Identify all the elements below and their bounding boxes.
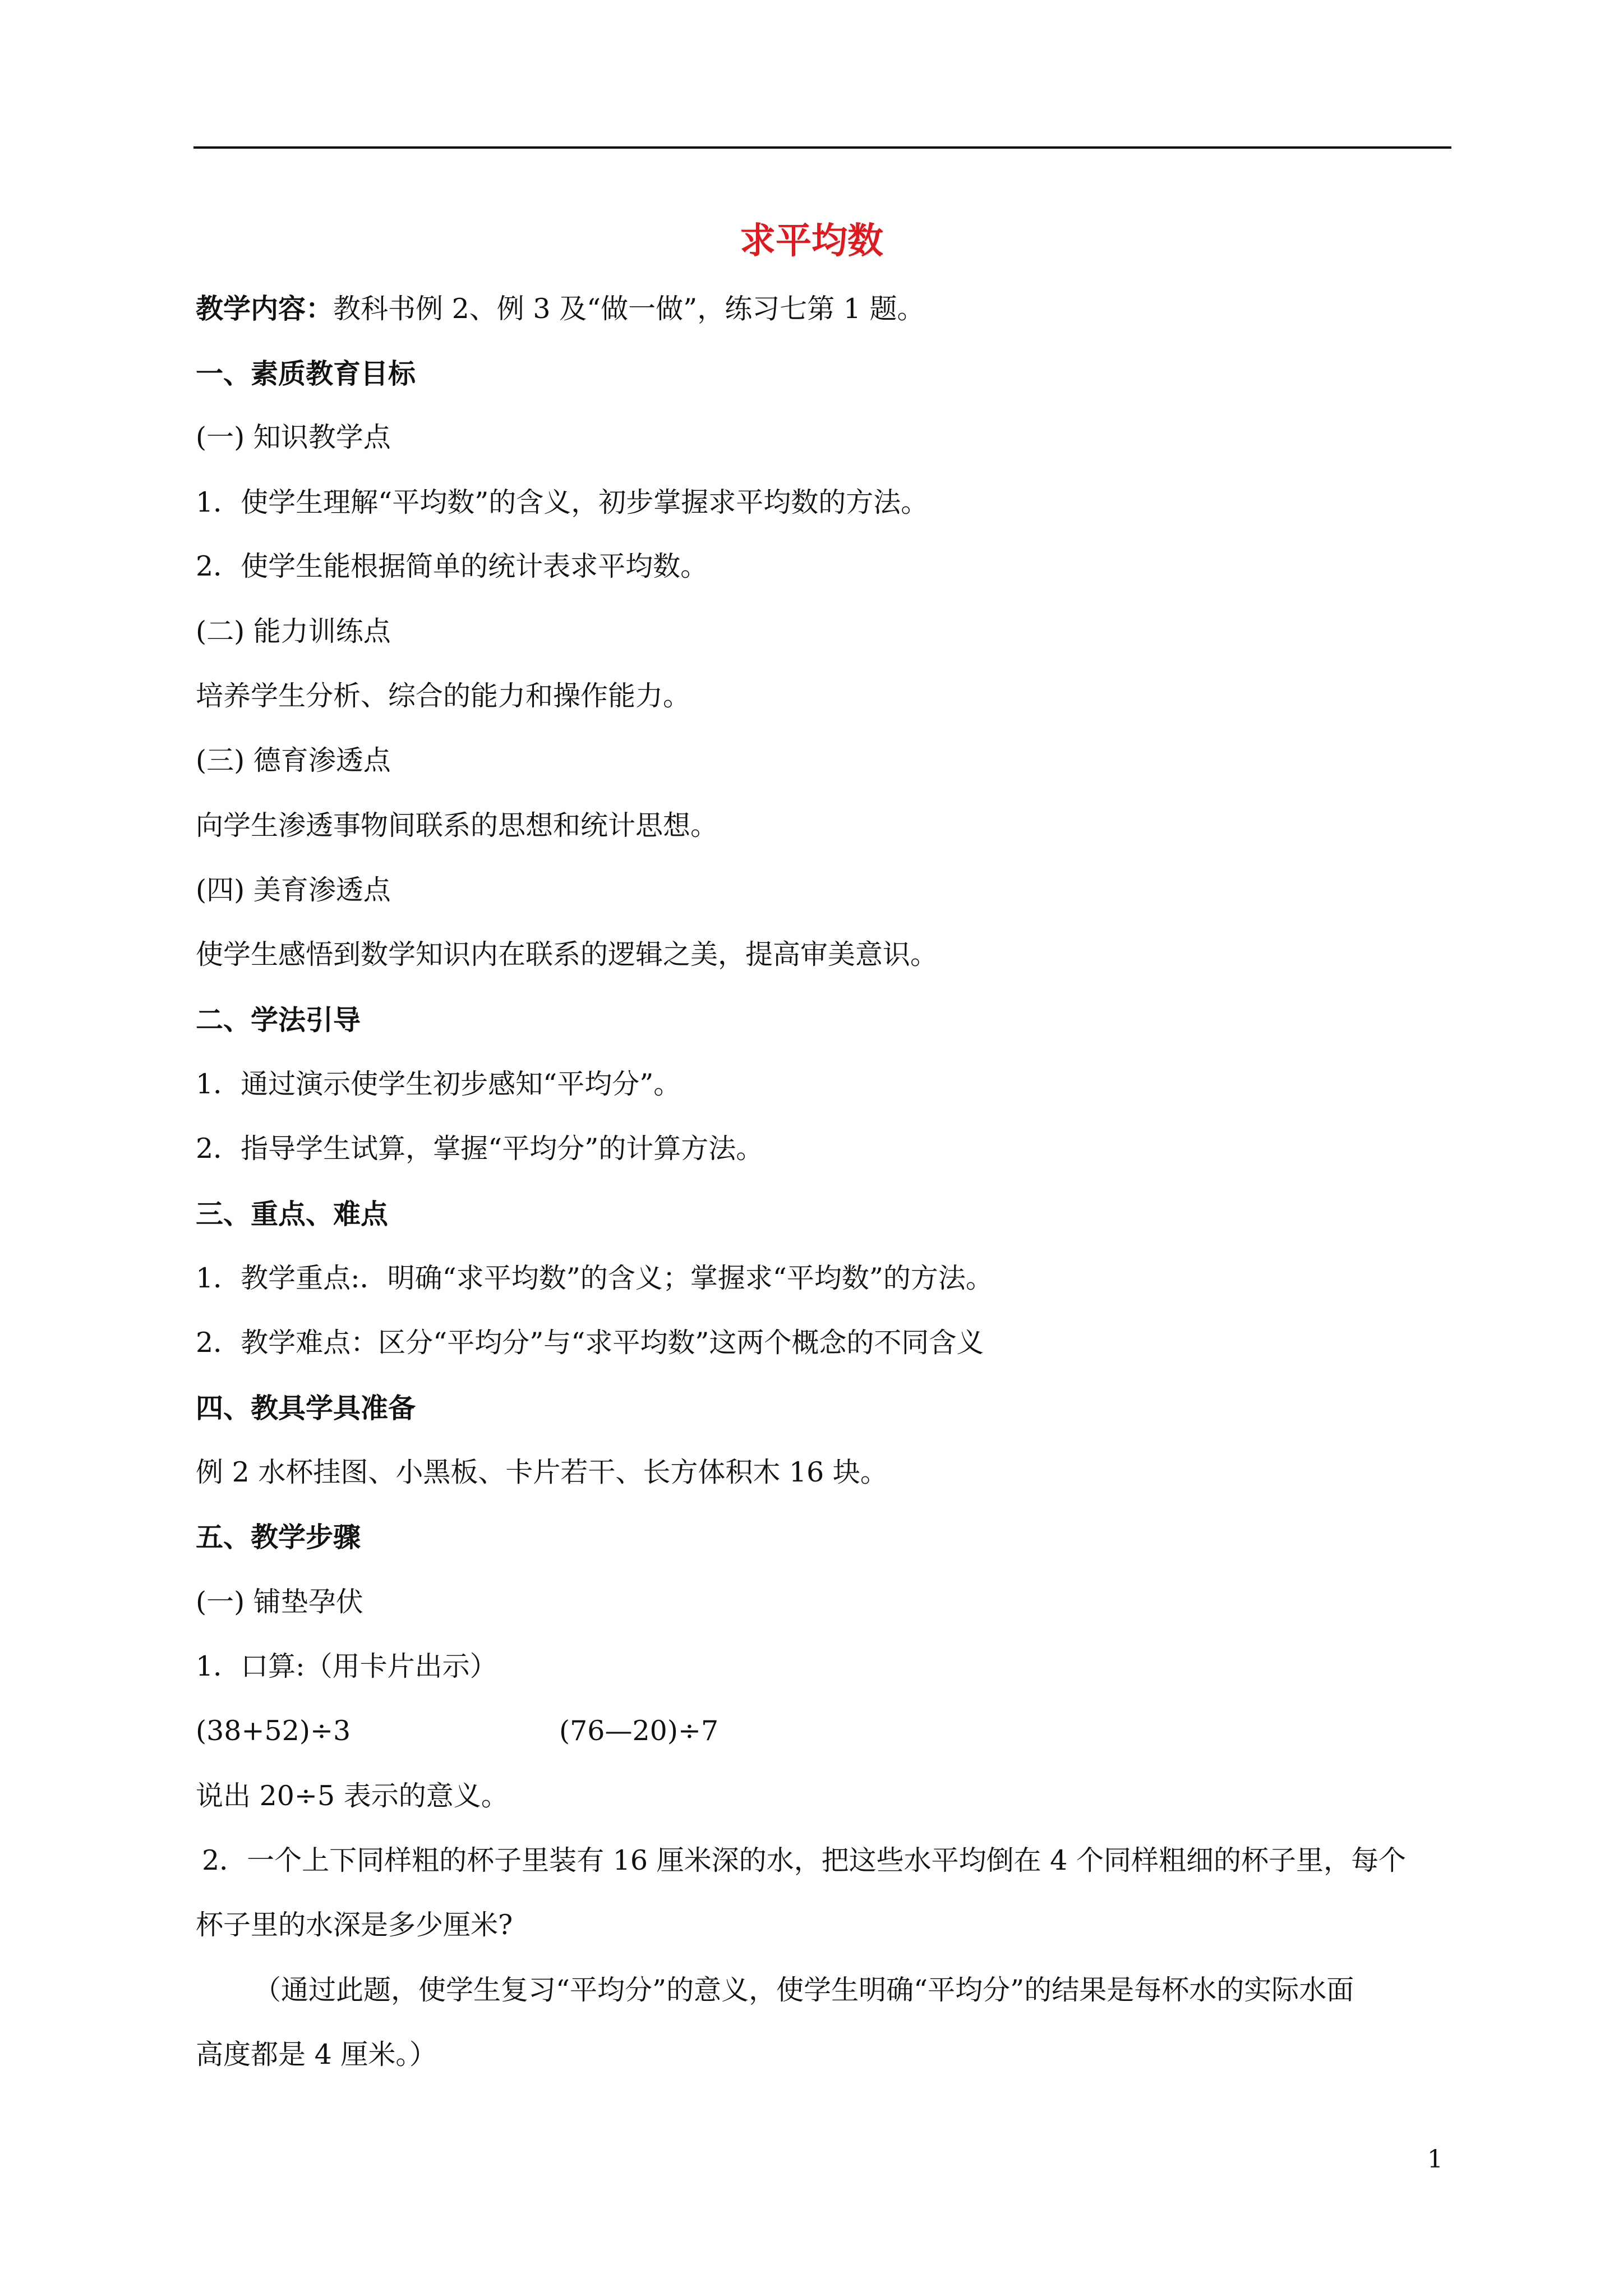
- subheading-aesthetic: (四) 美育渗透点: [196, 874, 391, 906]
- subheading-knowledge: (一) 知识教学点: [196, 421, 391, 453]
- section-heading-4: 四、教具学具准备: [196, 1392, 416, 1424]
- subheading-preparation: (一) 铺垫孕伏: [196, 1586, 363, 1618]
- paragraph: 使学生感悟到数学知识内在联系的逻辑之美，提高审美意识。: [196, 938, 938, 970]
- page-number: 1: [1427, 2145, 1443, 2174]
- subheading-ability: (二) 能力训练点: [196, 615, 391, 647]
- list-item: 2．教学难点：区分“平均分”与“求平均数”这两个概念的不同含义: [196, 1327, 984, 1359]
- list-item: 1．教学重点:．明确“求平均数”的含义；掌握求“平均数”的方法。: [196, 1262, 993, 1294]
- section-heading-2: 二、学法引导: [196, 1004, 361, 1036]
- section-heading-1: 一、素质教育目标: [196, 357, 416, 390]
- list-item: 1．使学生理解“平均数”的含义，初步掌握求平均数的方法。: [196, 486, 929, 518]
- expression-2: (76—20)÷7: [559, 1715, 719, 1747]
- page-title: 求平均数: [740, 220, 883, 262]
- section-heading-5: 五、教学步骤: [196, 1521, 361, 1553]
- teaching-content-text: 教科书例 2、例 3 及“做一做”，练习七第 1 题。: [333, 293, 925, 325]
- header-rule: [193, 146, 1451, 149]
- list-item: 1．通过演示使学生初步感知“平均分”。: [196, 1068, 681, 1100]
- teaching-content-label: 教学内容：: [196, 292, 334, 325]
- list-item: 1．口算:（用卡片出示）: [196, 1650, 497, 1682]
- paragraph: 向学生渗透事物间联系的思想和统计思想。: [196, 809, 718, 841]
- paragraph: 说出 20÷5 表示的意义。: [196, 1780, 509, 1812]
- teaching-content: [196, 289, 1455, 329]
- expression-row: [196, 1711, 1455, 1751]
- subheading-moral: (三) 德育渗透点: [196, 744, 391, 776]
- list-item: 2．指导学生试算，掌握“平均分”的计算方法。: [196, 1133, 764, 1165]
- paragraph: 培养学生分析、综合的能力和操作能力。: [196, 680, 691, 712]
- list-item: 2．一个上下同样粗的杯子里装有 16 厘米深的水，把这些水平均倒在 4 个同样粗细的杯子里，每个: [202, 1844, 1407, 1876]
- paragraph: 例 2 水杯挂图、小黑板、卡片若干、长方体积木 16 块。: [196, 1456, 888, 1488]
- expression-1: (38+52)÷3: [196, 1715, 351, 1747]
- list-item-continuation: 杯子里的水深是多少厘米?: [196, 1909, 513, 1941]
- section-heading-3: 三、重点、难点: [196, 1198, 389, 1230]
- note-paragraph: （通过此题，使学生复习“平均分”的意义，使学生明确“平均分”的结果是每杯水的实际水面: [253, 1974, 1354, 2006]
- list-item: 2．使学生能根据简单的统计表求平均数。: [196, 550, 708, 582]
- note-continuation: 高度都是 4 厘米。）: [196, 2039, 437, 2070]
